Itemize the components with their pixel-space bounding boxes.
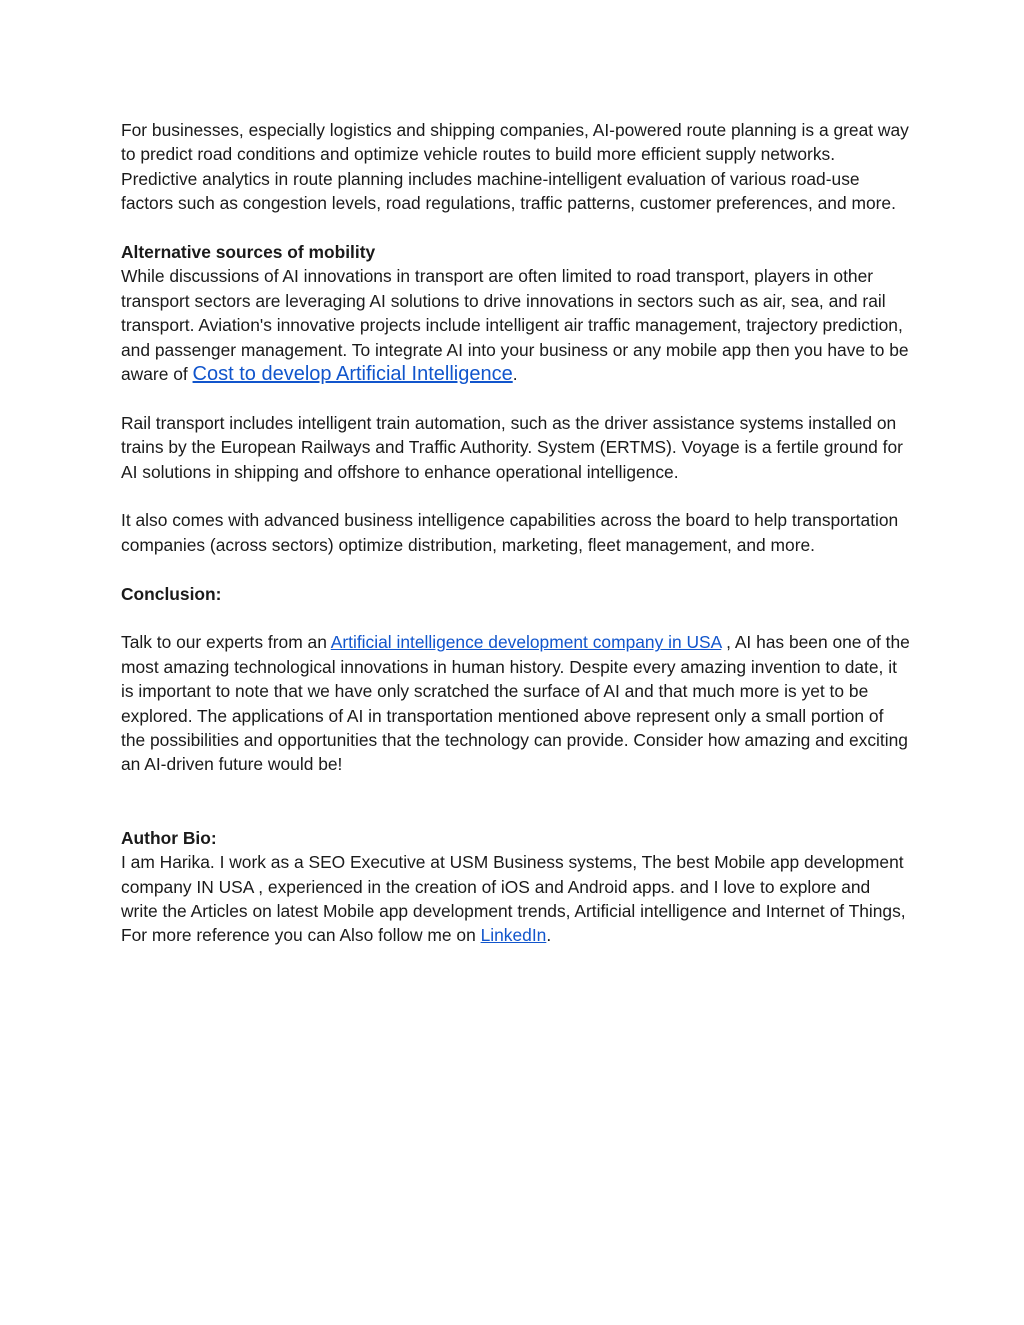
paragraph-spacer xyxy=(121,606,911,630)
paragraph-spacer xyxy=(121,484,911,508)
mobility-text: While discussions of AI innovations in transport are often limited to road transport, players in other transport sectors are leveraging AI solutions to drive innovations in sectors such as air, sea, and rail transport. Aviation's innovative projects include intelligent air traffic management, trajectory prediction, and passenger management. To integrate AI into your business or any mobile app then you have to be aware of xyxy=(121,266,909,385)
paragraph-spacer xyxy=(121,777,911,826)
author-bio-text: I am Harika. I work as a SEO Executive at USM Business systems, The best Mobile app development company IN USA , experienced in the creation of iOS and Android apps. and I love to explore and write the Articles on latest Mobile app development trends, Artificial intelligence and Internet of Things, For more reference you can Also follow me on xyxy=(121,852,906,946)
intro-paragraph: For businesses, especially logistics and shipping companies, AI-powered route planning is a great way to predict road conditions and optimize vehicle routes to build more efficient supply networks. Predictive analytics in route planning includes machine-intelligent evaluation of various road-use factors such as congestion levels, road regulations, traffic patterns, customer preferences, and more. xyxy=(121,120,909,214)
document-page xyxy=(121,118,911,948)
mobility-paragraph xyxy=(121,264,911,386)
paragraph-spacer xyxy=(121,386,911,410)
mobility-text-end: . xyxy=(512,364,518,385)
author-bio-heading: Author Bio: xyxy=(121,827,217,848)
conclusion-text: , AI has been one of the most amazing technological innovations in human history. Despite every amazing invention to date, it is important to note that we have only scratched the surface of AI and that much more is yet to be explored. The applications of AI in transportation mentioned above represent only a small portion of the possibilities and opportunities that the technology can provide. Consider how amazing and exciting an AI-driven future would be! xyxy=(121,632,910,775)
author-bio-text-end: . xyxy=(546,925,552,946)
paragraph-spacer xyxy=(121,216,911,240)
conclusion-heading: Conclusion: xyxy=(121,583,222,604)
business-intelligence-paragraph: It also comes with advanced business intelligence capabilities across the board to help transportation companies (across sectors) optimize distribution, marketing, fleet management, and more. xyxy=(121,510,899,555)
ai-development-company-link[interactable]: Artificial intelligence development company in USA xyxy=(330,632,722,653)
paragraph-spacer xyxy=(121,557,911,581)
linkedin-link[interactable]: LinkedIn xyxy=(480,925,547,946)
author-bio-paragraph xyxy=(121,850,911,948)
conclusion-text-start: Talk to our experts from an xyxy=(121,632,331,653)
cost-to-develop-ai-link[interactable]: Cost to develop Artificial Intelligence xyxy=(192,363,513,386)
rail-paragraph: Rail transport includes intelligent train automation, such as the driver assistance systems installed on trains by the European Railways and Traffic Authority. System (ERTMS). Voyage is a fertile ground for AI solutions in shipping and offshore to enhance operational intelligence. xyxy=(121,412,903,482)
conclusion-paragraph xyxy=(121,630,911,776)
mobility-heading: Alternative sources of mobility xyxy=(121,242,376,263)
